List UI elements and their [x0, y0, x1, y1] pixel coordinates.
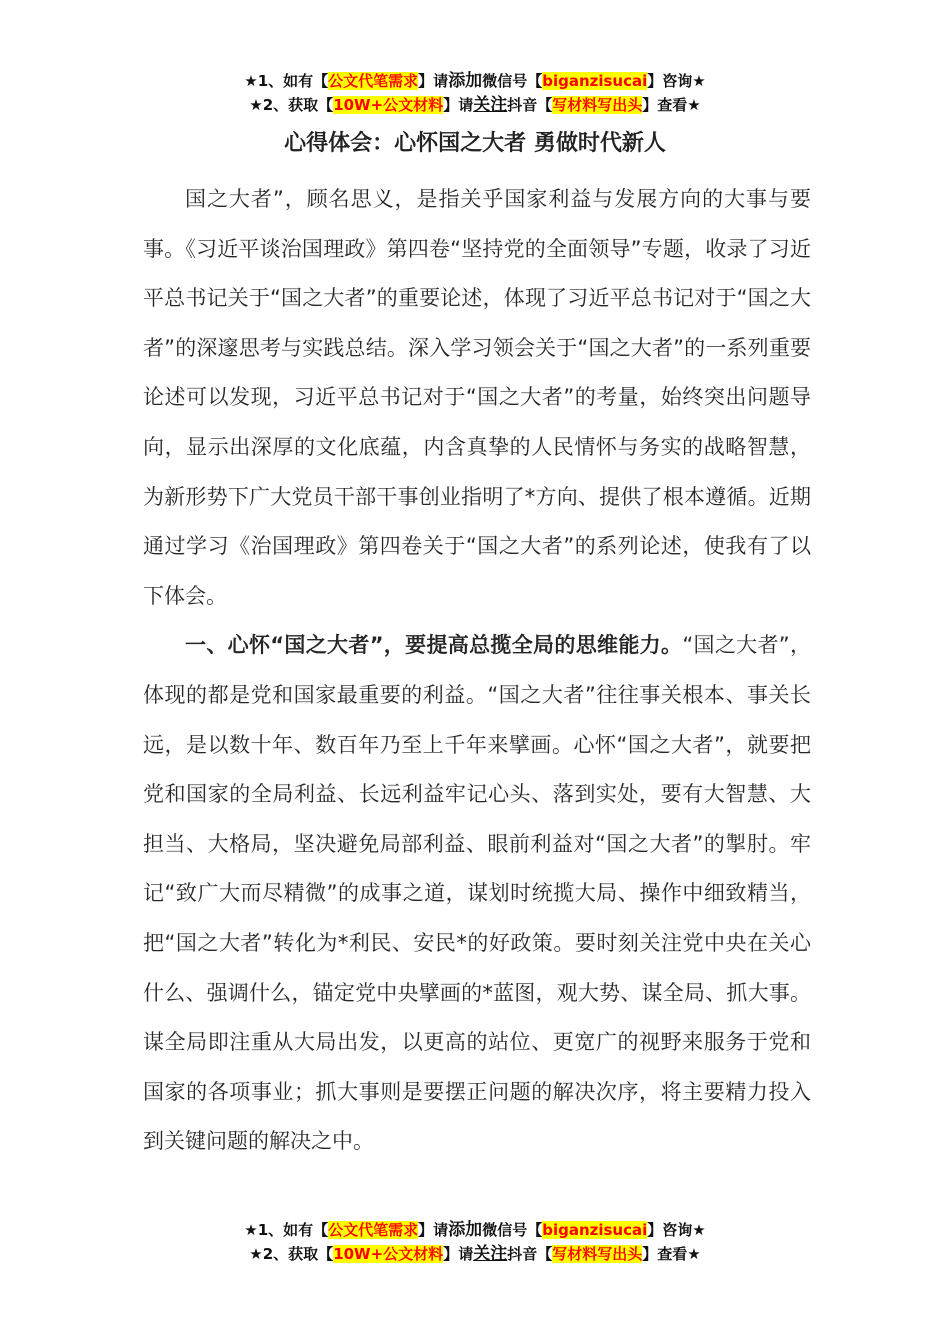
promo-banner-bottom-line1	[0, 1219, 950, 1241]
promo-text: 微信号【	[482, 1221, 543, 1239]
promo-text: 】请	[443, 1245, 474, 1263]
promo-text: ★1、如有【	[244, 72, 329, 90]
section-heading: 一、心怀“国之大者”，要提高总揽全局的思维能力。	[185, 633, 683, 658]
paragraph-intro: 国之大者”，顾名思义，是指关乎国家利益与发展方向的大事与要事。《习近平谈治国理政》第四卷“坚持党的全面领导”专题，收录了习近平总书记关于“国之大者”的重要论述，体现了习近平总书记对于“国之大者”的深邃思考与实践总结。深入学习领会关于“国之大者”的一系列重要论述可以发现，习近平总书记对于“国之大者”的考量，始终突出问题导向，显示出深厚的文化底蕴，内含真挚的人民情怀与务实的战略智慧，为新形势下广大党员干部干事创业指明了*方向、提供了根本遵循。近期通过学习《治国理政》第四卷关于“国之大者”的系列论述，使我有了以下体会。	[143, 187, 811, 608]
paragraph-section-one	[143, 621, 811, 1167]
section-body: “国之大者”，体现的都是党和国家最重要的利益。“国之大者”往往事关根本、事关长远，是以数十年、数百年乃至上千年来擘画。心怀“国之大者”，就要把党和国家的全局利益、长远利益牢记心头、落到实处，要有大智慧、大担当、大格局，坚决避免局部利益、眼前利益对“国之大者”的掣肘。牢记“致广大而尽精微”的成事之道，谋划时统揽大局、操作中细致精当，把“国之大者”转化为*利民、安民*的好政策。要时刻关注党中央在关心什么、强调什么，锚定党中央擘画的*蓝图，观大势、谋全局、抓大事。谋全局即注重从大局出发，以更高的站位、更宽广的视野来服务于党和国家的各项事业；抓大事则是要摆正问题的解决次序，将主要精力投入到关键问题的解决之中。	[143, 633, 811, 1154]
promo-highlight-wechat-id: biganzisucai	[542, 1221, 648, 1239]
document-body	[143, 175, 811, 1167]
promo-text: 】查看★	[642, 96, 701, 114]
promo-text: 】查看★	[642, 1245, 701, 1263]
promo-text: ★1、如有【	[244, 1221, 329, 1239]
promo-highlight-wechat-id: biganzisucai	[542, 72, 648, 90]
document-title: 心得体会：心怀国之大者 勇做时代新人	[284, 131, 666, 156]
promo-text: 】请	[418, 72, 449, 90]
promo-highlight-douyin: 写材料写出头	[552, 96, 643, 114]
promo-banner-bottom-line2	[0, 1243, 950, 1265]
promo-emphasis: 关注	[473, 95, 508, 115]
promo-emphasis: 添加	[448, 71, 483, 91]
promo-highlight: 公文代笔需求	[328, 1221, 419, 1239]
promo-emphasis: 关注	[473, 1244, 508, 1264]
promo-highlight-douyin: 写材料写出头	[552, 1245, 643, 1263]
promo-text: 】请	[443, 96, 474, 114]
promo-text: 】咨询★	[647, 72, 706, 90]
promo-text: ★2、获取【	[249, 1245, 334, 1263]
promo-text: 】咨询★	[647, 1221, 706, 1239]
promo-highlight: 10W+公文材料	[333, 1245, 444, 1263]
promo-text: 抖音【	[507, 1245, 553, 1263]
promo-text: 】请	[418, 1221, 449, 1239]
promo-emphasis: 添加	[448, 1220, 483, 1240]
promo-banner-top-line1	[0, 70, 950, 92]
promo-text: 抖音【	[507, 96, 553, 114]
promo-banner-top-line2	[0, 94, 950, 116]
promo-highlight: 公文代笔需求	[328, 72, 419, 90]
promo-text: 微信号【	[482, 72, 543, 90]
promo-highlight: 10W+公文材料	[333, 96, 444, 114]
promo-text: ★2、获取【	[249, 96, 334, 114]
